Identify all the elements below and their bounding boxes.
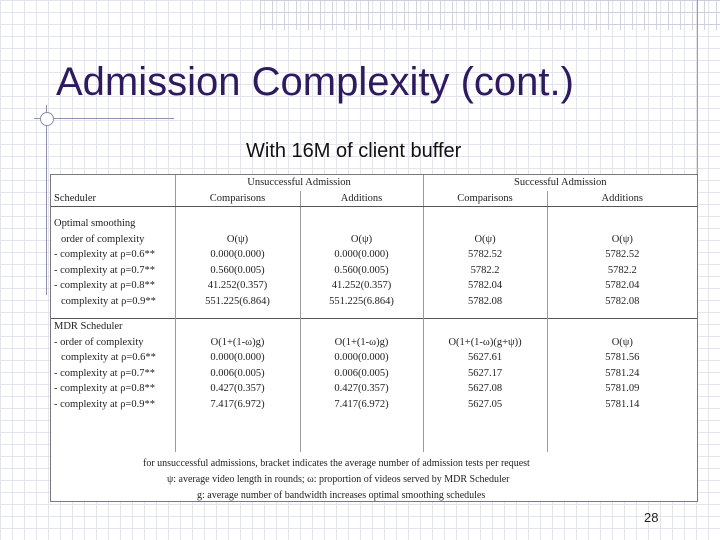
cell: 0.006(0.005) bbox=[175, 366, 300, 382]
table-row bbox=[51, 263, 697, 279]
complexity-table bbox=[50, 174, 698, 502]
row-label: - complexity at ρ=0.8** bbox=[54, 280, 155, 292]
table-row bbox=[51, 366, 697, 382]
section-label-row bbox=[51, 216, 697, 232]
cell: 5782.08 bbox=[547, 294, 697, 310]
footnote: for unsuccessful admissions, bracket indicates the average number of admission tests per request bbox=[143, 458, 530, 469]
cell: 0.000(0.000) bbox=[300, 247, 423, 263]
cell: O(ψ) bbox=[300, 232, 423, 248]
table-row bbox=[51, 350, 697, 366]
decorative-corner-line bbox=[697, 0, 698, 190]
cell: 41.252(0.357) bbox=[175, 278, 300, 294]
header-col: Comparisons bbox=[175, 191, 300, 207]
cell: 0.427(0.357) bbox=[300, 381, 423, 397]
cell: 5782.04 bbox=[423, 278, 547, 294]
header-unsuccessful: Unsuccessful Admission bbox=[175, 175, 423, 191]
slide-subtitle: With 16M of client buffer bbox=[246, 140, 462, 162]
cell: 5627.05 bbox=[423, 397, 547, 413]
table-row bbox=[51, 397, 697, 413]
cell: 5782.52 bbox=[547, 247, 697, 263]
footnote: ψ: average video length in rounds; ω: proportion of videos served by MDR Scheduler bbox=[167, 474, 510, 485]
cell: 5781.09 bbox=[547, 381, 697, 397]
header-col: Additions bbox=[300, 191, 423, 207]
cell: O(1+(1-ω)g) bbox=[175, 335, 300, 351]
row-label: - complexity at ρ=0.7** bbox=[54, 264, 155, 276]
cell: O(ψ) bbox=[423, 232, 547, 248]
cell: O(ψ) bbox=[175, 232, 300, 248]
table-row bbox=[51, 232, 697, 248]
table-row bbox=[51, 335, 697, 351]
row-label: - complexity at ρ=0.9** bbox=[54, 398, 155, 410]
header-col: Additions bbox=[547, 191, 697, 207]
section-label-row bbox=[51, 319, 697, 335]
table-row bbox=[51, 278, 697, 294]
table-row bbox=[51, 247, 697, 263]
cell: 5782.04 bbox=[547, 278, 697, 294]
cell: 0.000(0.000) bbox=[300, 350, 423, 366]
cell: O(ψ) bbox=[547, 232, 697, 248]
cell: 5627.17 bbox=[423, 366, 547, 382]
row-label: - complexity at ρ=0.8** bbox=[54, 383, 155, 395]
decorative-vertical-rule bbox=[46, 105, 47, 295]
row-label: - complexity at ρ=0.7** bbox=[54, 367, 155, 379]
header-col: Comparisons bbox=[423, 191, 547, 207]
section-label-mdr: MDR Scheduler bbox=[51, 319, 175, 335]
header-successful: Successful Admission bbox=[423, 175, 697, 191]
cell: 0.000(0.000) bbox=[175, 247, 300, 263]
footnote: g: average number of bandwidth increases optimal smoothing schedules bbox=[197, 490, 486, 501]
cell: 0.560(0.005) bbox=[300, 263, 423, 279]
row-label: complexity at ρ=0.9** bbox=[61, 295, 156, 307]
table-header-row-cols bbox=[51, 191, 697, 207]
cell: 5782.08 bbox=[423, 294, 547, 310]
cell: 41.252(0.357) bbox=[300, 278, 423, 294]
decorative-ring-icon bbox=[40, 112, 54, 126]
title-underline bbox=[34, 118, 174, 119]
cell: 5782.2 bbox=[547, 263, 697, 279]
cell: 5782.52 bbox=[423, 247, 547, 263]
header-scheduler: Scheduler bbox=[51, 191, 175, 207]
cell: 0.000(0.000) bbox=[175, 350, 300, 366]
cell: 7.417(6.972) bbox=[300, 397, 423, 413]
cell: O(ψ) bbox=[547, 335, 697, 351]
cell: 5627.08 bbox=[423, 381, 547, 397]
cell: O(1+(1-ω)(g+ψ)) bbox=[423, 335, 547, 351]
slide-title: Admission Complexity (cont.) bbox=[56, 60, 574, 104]
table-row bbox=[51, 381, 697, 397]
cell: 5781.14 bbox=[547, 397, 697, 413]
cell: 5782.2 bbox=[423, 263, 547, 279]
table-header-row-groups bbox=[51, 175, 697, 191]
table-row bbox=[51, 294, 697, 310]
cell: 0.560(0.005) bbox=[175, 263, 300, 279]
cell: 0.427(0.357) bbox=[175, 381, 300, 397]
row-label: - complexity at ρ=0.6** bbox=[54, 249, 155, 261]
cell: 551.225(6.864) bbox=[300, 294, 423, 310]
cell: 5781.56 bbox=[547, 350, 697, 366]
cell: 551.225(6.864) bbox=[175, 294, 300, 310]
row-label: complexity at ρ=0.6** bbox=[61, 352, 156, 364]
cell: 7.417(6.972) bbox=[175, 397, 300, 413]
row-label: order of complexity bbox=[61, 233, 145, 245]
cell: 5627.61 bbox=[423, 350, 547, 366]
decorative-corner-grid bbox=[260, 0, 720, 30]
row-label: - order of complexity bbox=[54, 336, 144, 348]
cell: 0.006(0.005) bbox=[300, 366, 423, 382]
cell: 5781.24 bbox=[547, 366, 697, 382]
complexity-table-grid bbox=[51, 175, 697, 452]
section-label-optimal: Optimal smoothing bbox=[54, 218, 136, 230]
cell: O(1+(1-ω)g) bbox=[300, 335, 423, 351]
page-number: 28 bbox=[644, 510, 659, 525]
